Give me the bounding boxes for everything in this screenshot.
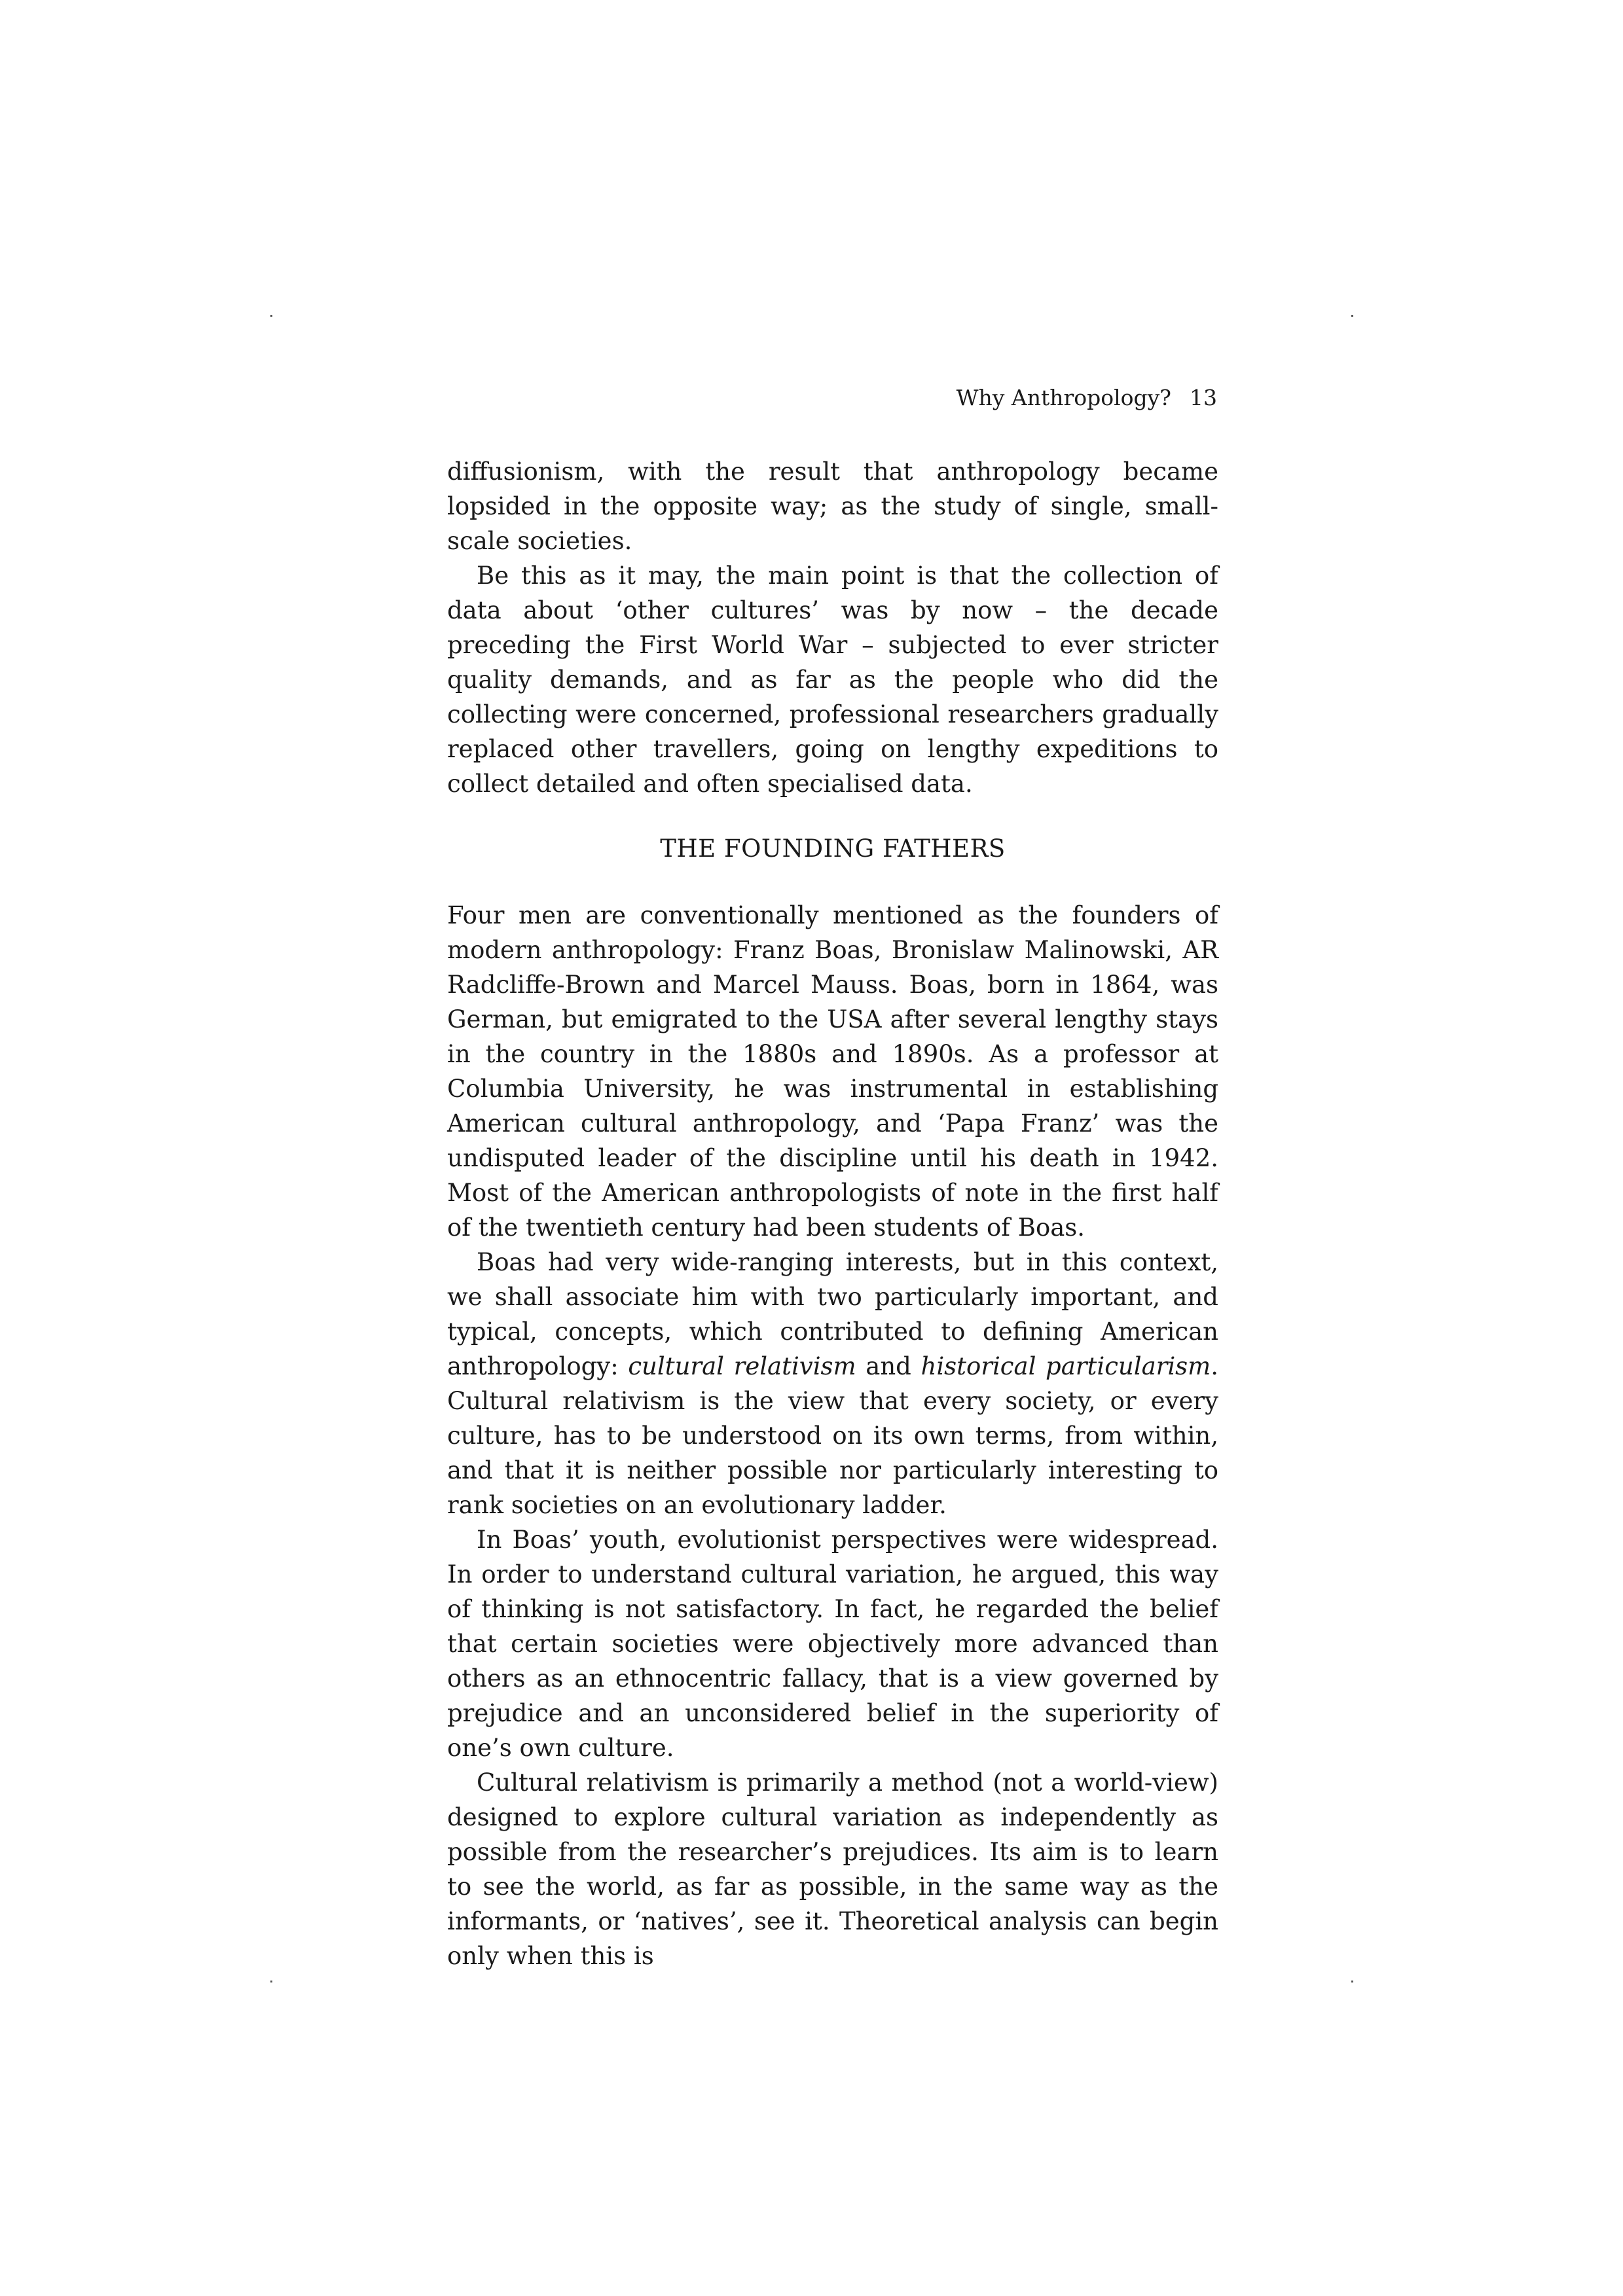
section-heading: THE FOUNDING FATHERS bbox=[660, 834, 1006, 863]
body-text bbox=[447, 454, 1218, 1973]
crop-mark-top-left bbox=[270, 315, 272, 317]
paragraph: Cultural relativism is primarily a method (not a world-view) designed to explore cultural variation as independently as possible from the researcher’s prejudices. Its aim is to learn to see the world, as far as possible, in the same way as the informants, or ‘natives’, see it. Theoretical analysis can begin only when this is bbox=[447, 1768, 1218, 1970]
paragraph-text: and bbox=[856, 1352, 921, 1380]
paragraph-continuation: diffusionism, with the result that anthropology became lopsided in the opposite way; as the study of single, small-scale societies. bbox=[447, 457, 1218, 555]
paragraph-text: . Cultural relativism is the view that every society, or every culture, has to be understood on its own terms, from within, and that it is neither possible nor particularly interesting to rank societies on an evolutionary ladder. bbox=[447, 1352, 1218, 1519]
paragraph: Four men are conventionally mentioned as the founders of modern anthropology: Franz Boas, Bronislaw Malinowski, AR Radcliffe-Brown and Marcel Mauss. Boas, born in 1864, was German, but emigrated to the USA after several lengthy stays in the country in the 1880s and 1890s. As a professor at Columbia University, he was instrumental in establishing American cultural anthropology, and ‘Papa Franz’ was the undisputed leader of the discipline until his death in 1942. Most of the American anthropologists of note in the first half of the twentieth century had been students of Boas. bbox=[447, 901, 1218, 1242]
italic-term: historical particularism bbox=[921, 1352, 1211, 1380]
crop-mark-bottom-right bbox=[1351, 1981, 1353, 1982]
running-head-title: Why Anthropology? bbox=[956, 385, 1171, 410]
paragraph: Be this as it may, the main point is that the collection of data about ‘other cultures’ was by now – the decade preceding the First World War – subjected to ever stricter quality demands, and as far as the people who did the collecting were concerned, professional researchers gradually replaced other travellers, going on lengthy expeditions to collect detailed and often specialised data. bbox=[447, 562, 1218, 798]
paragraph: In Boas’ youth, evolutionist perspectives were widespread. In order to understand cultural variation, he argued, this way of thinking is not satisfactory. In fact, he regarded the belief that certain societies were objectively more advanced than others as an ethnocentric fallacy, that is a view governed by prejudice and an unconsidered belief in the superiority of one’s own culture. bbox=[447, 1526, 1218, 1762]
running-head bbox=[957, 385, 1217, 411]
page-number: 13 bbox=[1190, 385, 1217, 410]
paragraph-text: Boas had very wide-ranging interests, but in this context, we shall associate him with two particularly important, and typical, concepts, which contributed to defining American anthropology: bbox=[447, 1248, 1218, 1380]
italic-term: cultural relativism bbox=[628, 1352, 856, 1380]
paragraph bbox=[447, 1245, 1218, 1522]
crop-mark-bottom-left bbox=[270, 1981, 272, 1982]
crop-mark-top-right bbox=[1351, 315, 1353, 317]
